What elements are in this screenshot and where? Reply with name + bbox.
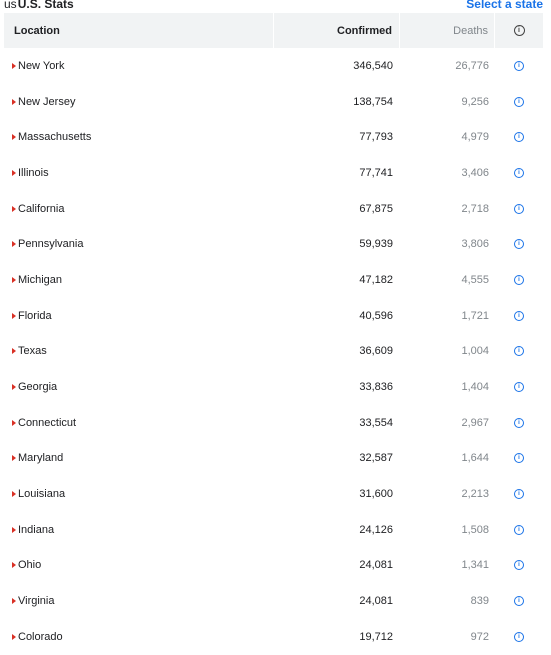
confirmed-value: 33,836	[359, 381, 393, 394]
row-info-cell[interactable]	[495, 119, 543, 155]
deaths-value: 1,004	[461, 345, 489, 358]
confirmed-value: 77,793	[359, 131, 393, 144]
info-icon[interactable]: i	[514, 453, 524, 463]
info-icon[interactable]: i	[514, 168, 524, 178]
deaths-value: 1,404	[461, 381, 489, 394]
row-info-cell[interactable]	[495, 512, 543, 548]
stats-header	[0, 0, 551, 12]
deaths-value: 972	[470, 630, 489, 643]
table-row[interactable]	[4, 155, 543, 191]
row-info-cell[interactable]	[495, 155, 543, 191]
deaths-value: 1,644	[461, 452, 489, 465]
triangle-right-icon	[12, 99, 16, 105]
location-name: New Jersey	[18, 95, 76, 108]
confirmed-value: 32,587	[359, 452, 393, 465]
info-icon[interactable]: i	[514, 560, 524, 570]
row-info-cell[interactable]	[495, 369, 543, 405]
row-info-cell[interactable]	[495, 226, 543, 262]
triangle-right-icon	[12, 348, 16, 354]
row-info-cell[interactable]	[495, 84, 543, 120]
column-header-confirmed[interactable]: Confirmed	[274, 13, 400, 48]
table-row[interactable]	[4, 583, 543, 619]
table-row[interactable]	[4, 619, 543, 655]
column-header-deaths[interactable]: Deaths	[400, 13, 495, 48]
location-name: Ohio	[18, 559, 42, 572]
triangle-right-icon	[12, 420, 16, 426]
us-stats-table	[4, 13, 543, 655]
confirmed-value: 24,081	[359, 559, 393, 572]
triangle-right-icon	[12, 170, 16, 176]
confirmed-value: 77,741	[359, 166, 393, 179]
triangle-right-icon	[12, 241, 16, 247]
location-name: Florida	[18, 309, 52, 322]
row-info-cell[interactable]	[495, 583, 543, 619]
info-icon[interactable]: i	[514, 61, 524, 71]
us-flag-icon: us	[4, 0, 17, 11]
row-info-cell[interactable]	[495, 334, 543, 370]
table-row[interactable]	[4, 369, 543, 405]
triangle-right-icon	[12, 527, 16, 533]
deaths-value: 2,967	[461, 416, 489, 429]
triangle-right-icon	[12, 63, 16, 69]
deaths-value: 3,806	[461, 238, 489, 251]
column-header-info[interactable]	[495, 13, 543, 48]
info-icon[interactable]: i	[514, 632, 524, 642]
location-name: California	[18, 202, 65, 215]
location-name: Maryland	[18, 452, 64, 465]
table-row[interactable]	[4, 298, 543, 334]
table-header	[4, 13, 543, 48]
info-icon[interactable]: i	[514, 489, 524, 499]
table-row[interactable]	[4, 405, 543, 441]
row-info-cell[interactable]	[495, 548, 543, 584]
triangle-right-icon	[12, 277, 16, 283]
page-title	[4, 0, 74, 11]
table-row[interactable]	[4, 441, 543, 477]
triangle-right-icon	[12, 598, 16, 604]
row-info-cell[interactable]	[495, 48, 543, 84]
triangle-right-icon	[12, 634, 16, 640]
column-header-location[interactable]: Location	[4, 13, 274, 48]
triangle-right-icon	[12, 562, 16, 568]
row-location-cell[interactable]	[4, 405, 274, 441]
table-row[interactable]	[4, 334, 543, 370]
confirmed-value: 40,596	[359, 309, 393, 322]
triangle-right-icon	[12, 384, 16, 390]
table-row[interactable]	[4, 548, 543, 584]
table-row[interactable]	[4, 476, 543, 512]
row-location-cell[interactable]	[4, 119, 274, 155]
confirmed-value: 36,609	[359, 345, 393, 358]
row-location-cell[interactable]	[4, 441, 274, 477]
row-location-cell[interactable]	[4, 84, 274, 120]
table-row[interactable]	[4, 226, 543, 262]
location-name: Illinois	[18, 166, 49, 179]
row-location-cell[interactable]	[4, 512, 274, 548]
location-name: Colorado	[18, 630, 63, 643]
table-body	[4, 48, 543, 655]
deaths-value: 839	[470, 595, 489, 608]
row-info-cell[interactable]	[495, 405, 543, 441]
deaths-value: 2,213	[461, 488, 489, 501]
location-name: Connecticut	[18, 416, 77, 429]
triangle-right-icon	[12, 313, 16, 319]
info-icon[interactable]: i	[514, 346, 524, 356]
row-info-cell[interactable]	[495, 476, 543, 512]
location-name: Virginia	[18, 595, 55, 608]
row-location-cell[interactable]	[4, 334, 274, 370]
deaths-value: 26,776	[455, 59, 489, 72]
info-icon[interactable]: i	[514, 97, 524, 107]
row-info-cell[interactable]	[495, 619, 543, 655]
location-name: Louisiana	[18, 488, 66, 501]
info-icon[interactable]: i	[514, 239, 524, 249]
info-icon[interactable]: i	[514, 311, 524, 321]
row-location-cell[interactable]	[4, 191, 274, 227]
deaths-value: 1,341	[461, 559, 489, 572]
confirmed-value: 24,081	[359, 595, 393, 608]
row-location-cell[interactable]	[4, 369, 274, 405]
confirmed-value: 67,875	[359, 202, 393, 215]
table-row[interactable]	[4, 48, 543, 84]
row-location-cell[interactable]	[4, 48, 274, 84]
table-row[interactable]	[4, 512, 543, 548]
info-icon[interactable]: i	[514, 525, 524, 535]
deaths-value: 1,508	[461, 523, 489, 536]
deaths-value: 1,721	[461, 309, 489, 322]
deaths-value: 2,718	[461, 202, 489, 215]
table-row[interactable]	[4, 262, 543, 298]
deaths-value: 3,406	[461, 166, 489, 179]
table-row[interactable]	[4, 119, 543, 155]
select-state-link[interactable]: Select a state	[466, 0, 543, 11]
row-location-cell[interactable]	[4, 548, 274, 584]
row-location-cell[interactable]	[4, 583, 274, 619]
confirmed-value: 346,540	[353, 59, 393, 72]
triangle-right-icon	[12, 491, 16, 497]
location-name: New York	[18, 59, 65, 72]
info-icon[interactable]: i	[514, 596, 524, 606]
page-title-text: U.S. Stats	[17, 0, 74, 11]
location-name: Pennsylvania	[18, 238, 84, 251]
confirmed-value: 47,182	[359, 273, 393, 286]
triangle-right-icon	[12, 455, 16, 461]
row-info-cell[interactable]	[495, 191, 543, 227]
row-info-cell[interactable]	[495, 262, 543, 298]
row-location-cell[interactable]	[4, 262, 274, 298]
triangle-right-icon	[12, 206, 16, 212]
info-icon[interactable]: i	[514, 132, 524, 142]
row-location-cell[interactable]	[4, 155, 274, 191]
table-row[interactable]	[4, 84, 543, 120]
deaths-value: 9,256	[461, 95, 489, 108]
row-location-cell[interactable]	[4, 298, 274, 334]
row-location-cell[interactable]	[4, 619, 274, 655]
confirmed-value: 33,554	[359, 416, 393, 429]
deaths-value: 4,979	[461, 131, 489, 144]
row-location-cell[interactable]	[4, 476, 274, 512]
info-icon: i	[514, 25, 525, 36]
confirmed-value: 59,939	[359, 238, 393, 251]
location-name: Indiana	[18, 523, 55, 536]
deaths-value: 4,555	[461, 273, 489, 286]
row-info-cell[interactable]	[495, 298, 543, 334]
location-name: Texas	[18, 345, 47, 358]
location-name: Massachusetts	[18, 131, 92, 144]
row-location-cell[interactable]	[4, 226, 274, 262]
info-icon[interactable]: i	[514, 382, 524, 392]
triangle-right-icon	[12, 134, 16, 140]
table-row[interactable]	[4, 191, 543, 227]
info-icon[interactable]: i	[514, 275, 524, 285]
info-icon[interactable]: i	[514, 204, 524, 214]
confirmed-value: 19,712	[359, 630, 393, 643]
row-info-cell[interactable]	[495, 441, 543, 477]
location-name: Georgia	[18, 381, 58, 394]
confirmed-value: 24,126	[359, 523, 393, 536]
info-icon[interactable]: i	[514, 418, 524, 428]
confirmed-value: 31,600	[359, 488, 393, 501]
confirmed-value: 138,754	[353, 95, 393, 108]
location-name: Michigan	[18, 273, 63, 286]
